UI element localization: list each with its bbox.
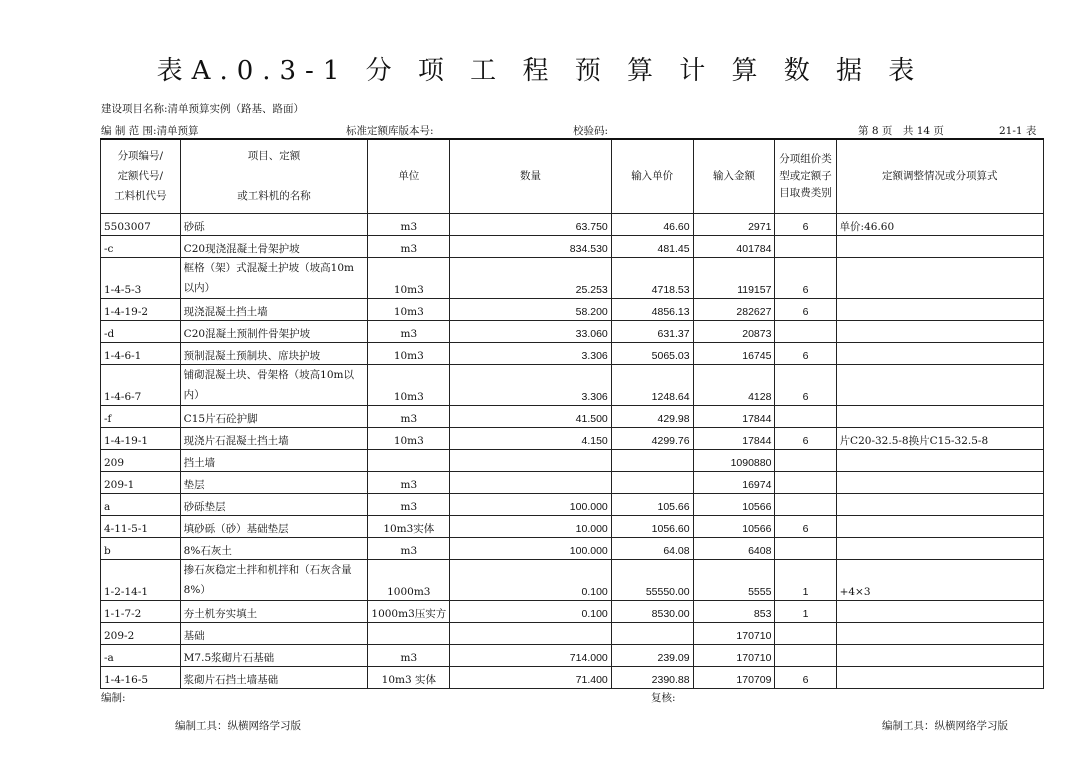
compiled-by-label: 编制: <box>101 692 126 704</box>
cell-adjustment <box>836 449 1043 471</box>
table-row <box>101 235 1044 257</box>
cell-unit-price <box>611 622 693 644</box>
cell-unit: 10m3 <box>368 427 450 449</box>
cell-adjustment <box>836 405 1043 427</box>
cell-adjustment: 单价:46.60 <box>836 213 1043 235</box>
cell-quantity: 41.500 <box>450 405 612 427</box>
table-row <box>101 493 1044 515</box>
page-title: 表A.0.3-1 分 项 工 程 预 算 计 算 数 据 表 <box>156 56 924 86</box>
cell-adjustment <box>836 600 1043 622</box>
cell-code: 1-4-19-2 <box>101 298 181 320</box>
cell-unit: 10m3 <box>368 364 450 405</box>
cell-amount: 10566 <box>693 493 775 515</box>
cell-quantity: 3.306 <box>450 364 612 405</box>
cell-unit-price <box>611 471 693 493</box>
cell-type: 6 <box>775 364 836 405</box>
cell-unit: 1000m3 <box>368 559 450 600</box>
reviewed-by-label: 复核: <box>651 692 676 704</box>
header-unit-price: 输入单价 <box>611 139 693 213</box>
table-number: 21-1 表 <box>999 125 1037 137</box>
cell-amount: 16974 <box>693 471 775 493</box>
cell-type: 6 <box>775 427 836 449</box>
cell-unit-price: 631.37 <box>611 320 693 342</box>
cell-adjustment <box>836 235 1043 257</box>
cell-code: a <box>101 493 181 515</box>
cell-unit: m3 <box>368 493 450 515</box>
header-type: 分项组价类型或定额子目取费类别 <box>775 139 836 213</box>
cell-unit-price: 64.08 <box>611 537 693 559</box>
cell-quantity: 3.306 <box>450 342 612 364</box>
cell-type: 6 <box>775 515 836 537</box>
cell-adjustment <box>836 364 1043 405</box>
cell-unit-price: 2390.88 <box>611 666 693 688</box>
cell-name: 8%石灰土 <box>180 537 368 559</box>
cell-amount: 170709 <box>693 666 775 688</box>
cell-adjustment <box>836 644 1043 666</box>
cell-unit-price: 4856.13 <box>611 298 693 320</box>
cell-unit-price: 1056.60 <box>611 515 693 537</box>
cell-code: 1-4-6-7 <box>101 364 181 405</box>
cell-amount: 1090880 <box>693 449 775 471</box>
cell-type <box>775 644 836 666</box>
cell-amount: 6408 <box>693 537 775 559</box>
cell-amount: 17844 <box>693 405 775 427</box>
cell-amount: 853 <box>693 600 775 622</box>
cell-code: 5503007 <box>101 213 181 235</box>
cell-quantity <box>450 449 612 471</box>
cell-quantity: 0.100 <box>450 559 612 600</box>
table-row <box>101 537 1044 559</box>
cell-adjustment <box>836 666 1043 688</box>
header-unit: 单位 <box>368 139 450 213</box>
cell-code: -d <box>101 320 181 342</box>
cell-type: 6 <box>775 666 836 688</box>
cell-type: 6 <box>775 298 836 320</box>
cell-unit-price: 1248.64 <box>611 364 693 405</box>
cell-quantity: 100.000 <box>450 493 612 515</box>
cell-adjustment: 片C20-32.5-8换片C15-32.5-8 <box>836 427 1043 449</box>
cell-adjustment <box>836 622 1043 644</box>
cell-unit-price: 46.60 <box>611 213 693 235</box>
cell-unit: m3 <box>368 213 450 235</box>
cell-quantity: 714.000 <box>450 644 612 666</box>
cell-type <box>775 471 836 493</box>
cell-adjustment <box>836 257 1043 298</box>
cell-name: M7.5浆砌片石基础 <box>180 644 368 666</box>
cell-unit: m3 <box>368 405 450 427</box>
cell-name: 掺石灰稳定土拌和机拌和（石灰含量8%） <box>180 559 368 600</box>
cell-unit: m3 <box>368 320 450 342</box>
cell-amount: 4128 <box>693 364 775 405</box>
cell-code: 209-2 <box>101 622 181 644</box>
cell-type: 6 <box>775 213 836 235</box>
table-row <box>101 666 1044 688</box>
cell-quantity: 10.000 <box>450 515 612 537</box>
cell-unit-price <box>611 449 693 471</box>
cell-amount: 20873 <box>693 320 775 342</box>
table-row <box>101 559 1044 600</box>
table-row <box>101 405 1044 427</box>
cell-name: 现浇片石混凝土挡土墙 <box>180 427 368 449</box>
table-body <box>101 213 1044 688</box>
cell-adjustment <box>836 342 1043 364</box>
cell-quantity: 834.530 <box>450 235 612 257</box>
cell-adjustment <box>836 515 1043 537</box>
table-row <box>101 471 1044 493</box>
cell-unit: 10m3 实体 <box>368 666 450 688</box>
cell-code: 209 <box>101 449 181 471</box>
cell-name: C20现浇混凝土骨架护坡 <box>180 235 368 257</box>
cell-unit-price: 4299.76 <box>611 427 693 449</box>
cell-unit-price: 429.98 <box>611 405 693 427</box>
cell-code: -c <box>101 235 181 257</box>
page-info: 第 8 页 共 14 页 <box>858 125 944 137</box>
cell-unit: 1000m3压实方 <box>368 600 450 622</box>
cell-unit <box>368 449 450 471</box>
cell-name: 铺砌混凝土块、骨架格（坡高10m以内） <box>180 364 368 405</box>
tool-credit-right: 编制工具：纵横网络学习版 <box>882 720 1008 732</box>
cell-type: 1 <box>775 559 836 600</box>
cell-quantity: 63.750 <box>450 213 612 235</box>
cell-unit-price: 481.45 <box>611 235 693 257</box>
cell-amount: 401784 <box>693 235 775 257</box>
cell-quantity: 4.150 <box>450 427 612 449</box>
project-line <box>101 101 304 116</box>
cell-type <box>775 493 836 515</box>
cell-type <box>775 405 836 427</box>
cell-unit: m3 <box>368 537 450 559</box>
cell-amount: 170710 <box>693 644 775 666</box>
cell-code: 4-11-5-1 <box>101 515 181 537</box>
cell-code: 1-4-5-3 <box>101 257 181 298</box>
cell-adjustment <box>836 298 1043 320</box>
cell-unit: m3 <box>368 471 450 493</box>
cell-unit-price: 5065.03 <box>611 342 693 364</box>
cell-name: 夯土机夯实填土 <box>180 600 368 622</box>
cell-unit-price: 8530.00 <box>611 600 693 622</box>
cell-code: -a <box>101 644 181 666</box>
cell-code: 1-4-6-1 <box>101 342 181 364</box>
cell-name: 框格（架）式混凝土护坡（坡高10m以内） <box>180 257 368 298</box>
cell-unit: m3 <box>368 644 450 666</box>
cell-amount: 282627 <box>693 298 775 320</box>
cell-amount: 10566 <box>693 515 775 537</box>
cell-quantity <box>450 622 612 644</box>
cell-unit: 10m3 <box>368 298 450 320</box>
cell-type: 6 <box>775 342 836 364</box>
cell-quantity: 33.060 <box>450 320 612 342</box>
table-row <box>101 644 1044 666</box>
cell-name: 砂砾 <box>180 213 368 235</box>
scope-label: 编 制 范 围: <box>101 125 157 137</box>
cell-code: b <box>101 537 181 559</box>
cell-unit-price: 239.09 <box>611 644 693 666</box>
cell-quantity: 71.400 <box>450 666 612 688</box>
scope-value: 清单预算 <box>156 125 199 137</box>
cell-adjustment <box>836 471 1043 493</box>
cell-name: C15片石砼护脚 <box>180 405 368 427</box>
cell-code: 1-1-7-2 <box>101 600 181 622</box>
table-row <box>101 213 1044 235</box>
table-row <box>101 364 1044 405</box>
cell-name: C20混凝土预制件骨架护坡 <box>180 320 368 342</box>
cell-adjustment <box>836 320 1043 342</box>
cell-quantity: 100.000 <box>450 537 612 559</box>
cell-unit: 10m3实体 <box>368 515 450 537</box>
cell-type <box>775 320 836 342</box>
cell-amount: 2971 <box>693 213 775 235</box>
cell-unit: m3 <box>368 235 450 257</box>
cell-name: 现浇混凝土挡土墙 <box>180 298 368 320</box>
cell-name: 挡土墙 <box>180 449 368 471</box>
cell-adjustment: +4×3 <box>836 559 1043 600</box>
cell-type <box>775 537 836 559</box>
cell-code: 1-2-14-1 <box>101 559 181 600</box>
cell-name: 浆砌片石挡土墙基础 <box>180 666 368 688</box>
table-row <box>101 257 1044 298</box>
table-row <box>101 449 1044 471</box>
cell-code: -f <box>101 405 181 427</box>
cell-type: 6 <box>775 257 836 298</box>
header-quantity: 数量 <box>450 139 612 213</box>
cell-code: 1-4-19-1 <box>101 427 181 449</box>
cell-type: 1 <box>775 600 836 622</box>
table-header-row <box>101 139 1044 213</box>
estimate-data-table <box>100 138 1044 689</box>
cell-type <box>775 622 836 644</box>
cell-unit: 10m3 <box>368 257 450 298</box>
header-amount: 输入金额 <box>693 139 775 213</box>
cell-adjustment <box>836 537 1043 559</box>
cell-quantity <box>450 471 612 493</box>
cell-name: 基础 <box>180 622 368 644</box>
header-adjustment: 定额调整情况或分项算式 <box>836 139 1043 213</box>
header-name: 项目、定额 或工料机的名称 <box>180 139 368 213</box>
cell-code: 1-4-16-5 <box>101 666 181 688</box>
cell-amount: 17844 <box>693 427 775 449</box>
scope-line <box>101 123 199 138</box>
cell-amount: 170710 <box>693 622 775 644</box>
quota-version-label: 标准定额库版本号: <box>346 125 434 137</box>
check-code-label: 校验码: <box>573 125 609 137</box>
table-row <box>101 622 1044 644</box>
cell-unit: 10m3 <box>368 342 450 364</box>
cell-type <box>775 449 836 471</box>
cell-name: 填砂砾（砂）基础垫层 <box>180 515 368 537</box>
cell-name: 砂砾垫层 <box>180 493 368 515</box>
cell-type <box>775 235 836 257</box>
cell-unit-price: 4718.53 <box>611 257 693 298</box>
cell-amount: 119157 <box>693 257 775 298</box>
cell-unit-price: 105.66 <box>611 493 693 515</box>
table-row <box>101 600 1044 622</box>
cell-amount: 5555 <box>693 559 775 600</box>
table-row <box>101 320 1044 342</box>
cell-name: 预制混凝土预制块、席块护坡 <box>180 342 368 364</box>
tool-credit-left: 编制工具：纵横网络学习版 <box>175 720 301 732</box>
project-label: 建设项目名称: <box>101 103 168 115</box>
table-row <box>101 515 1044 537</box>
project-name: 清单预算实例（路基、路面） <box>167 103 305 115</box>
cell-amount: 16745 <box>693 342 775 364</box>
cell-name: 垫层 <box>180 471 368 493</box>
cell-unit-price: 55550.00 <box>611 559 693 600</box>
cell-quantity: 58.200 <box>450 298 612 320</box>
cell-quantity: 25.253 <box>450 257 612 298</box>
cell-quantity: 0.100 <box>450 600 612 622</box>
table-row <box>101 298 1044 320</box>
cell-unit <box>368 622 450 644</box>
table-row <box>101 342 1044 364</box>
cell-code: 209-1 <box>101 471 181 493</box>
table-row <box>101 427 1044 449</box>
header-code: 分项编号/ 定额代号/ 工料机代号 <box>101 139 181 213</box>
cell-adjustment <box>836 493 1043 515</box>
